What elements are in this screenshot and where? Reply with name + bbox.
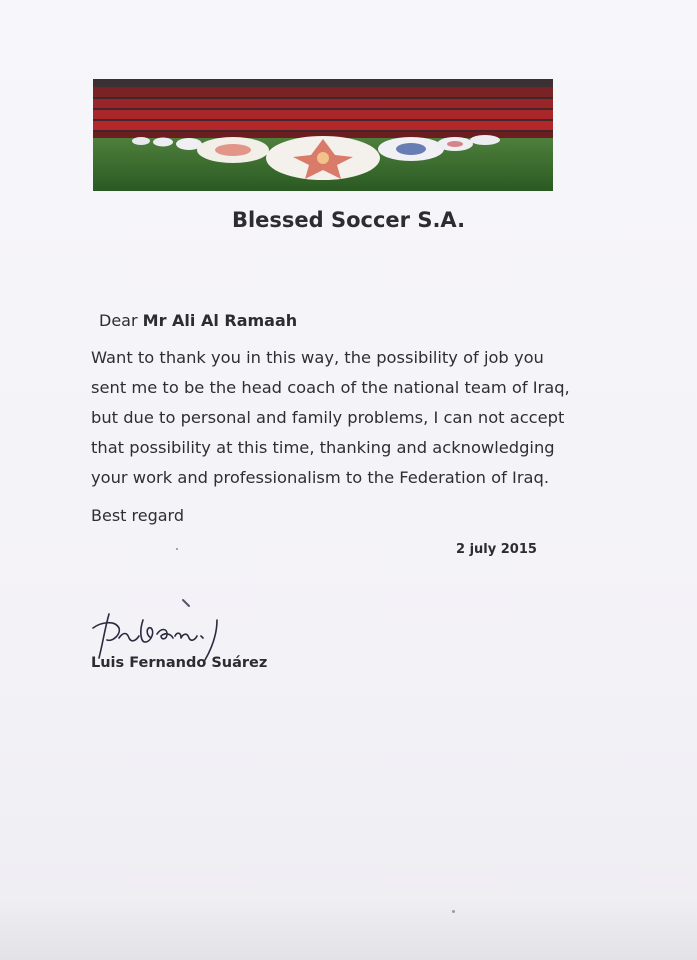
company-name: Blessed Soccer S.A.	[231, 208, 466, 232]
stadium-banner-image	[93, 79, 553, 191]
body-line: that possibility at this time, thanking and acknowledging	[91, 438, 555, 457]
signatory-name: Luis Fernando Suárez	[91, 655, 268, 671]
paper-shadow	[0, 900, 697, 960]
paper-speck	[176, 548, 178, 550]
letter-date: 2 july 2015	[456, 542, 537, 557]
salutation-prefix: Dear	[99, 311, 138, 330]
recipient-name: Mr Ali Al Ramaah	[142, 311, 298, 330]
body-line: sent me to be the head coach of the national team of Iraq,	[91, 378, 570, 397]
salutation	[99, 311, 297, 330]
letter-body	[91, 343, 591, 493]
body-line: but due to personal and family problems, I can not accept	[91, 408, 565, 427]
body-line: your work and professionalism to the Federation of Iraq.	[91, 468, 549, 487]
body-line: Want to thank you in this way, the possibility of job you	[91, 348, 544, 367]
closing: Best regard	[91, 506, 184, 525]
